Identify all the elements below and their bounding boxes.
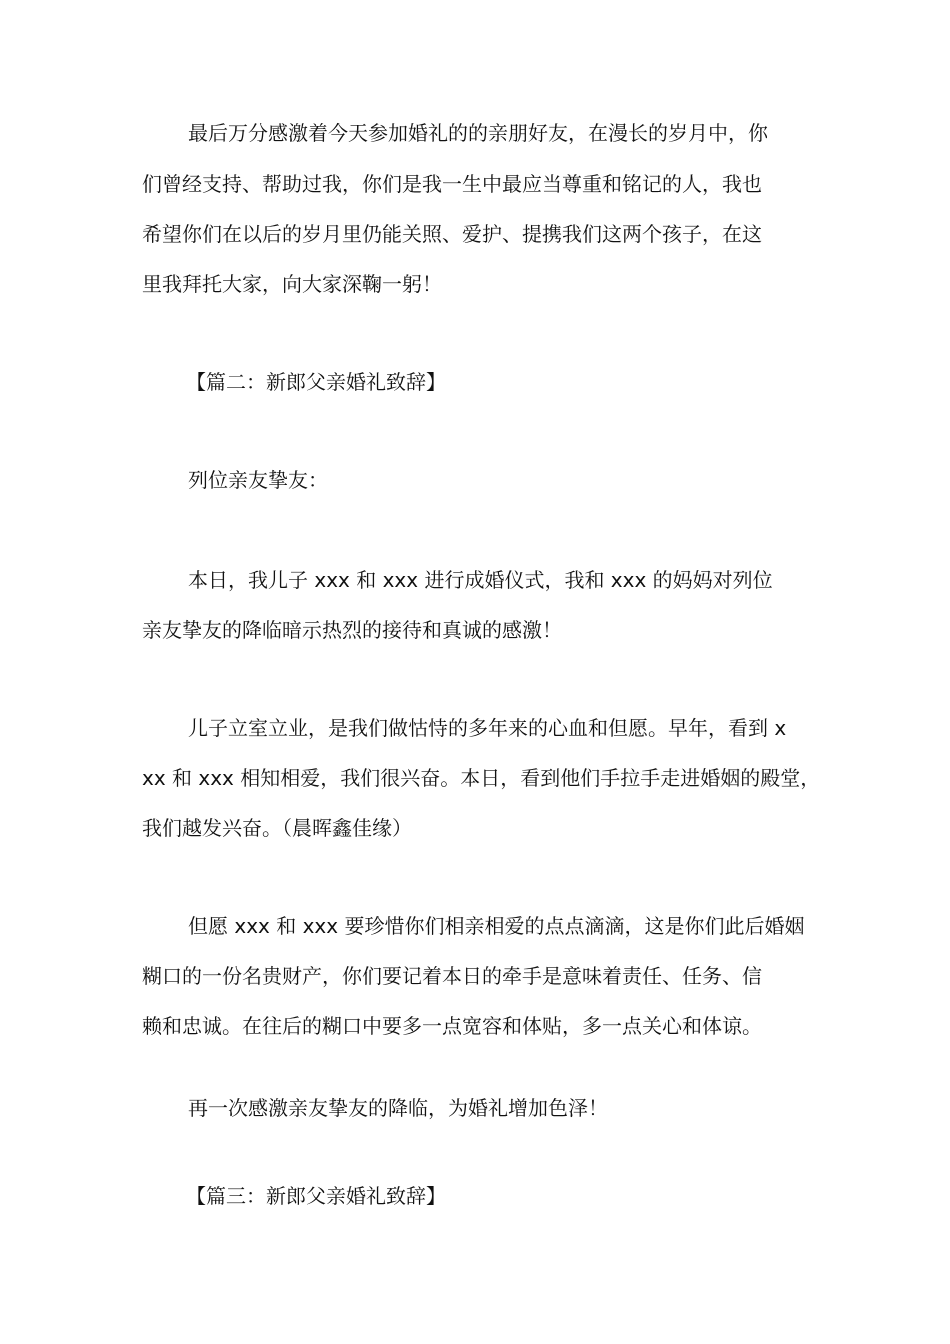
paragraph-3-line-3: 我们越发兴奋。（晨晖鑫佳缘） <box>142 816 412 840</box>
paragraph-2-line-1: 本日，我儿子 xxx 和 xxx 进行成婚仪式，我和 xxx 的妈妈对列位 <box>188 568 773 592</box>
paragraph-1-line-1: 最后万分感激着今天参加婚礼的的亲朋好友，在漫长的岁月中，你 <box>188 121 768 145</box>
section-heading-3: 【篇三：新郎父亲婚礼致辞】 <box>186 1184 446 1208</box>
paragraph-5: 再一次感激亲友挚友的降临，为婚礼增加色泽！ <box>188 1096 608 1120</box>
paragraph-3-line-1: 儿子立室立业，是我们做怙恃的多年来的心血和但愿。早年，看到 x <box>188 716 787 740</box>
section-heading-2: 【篇二：新郎父亲婚礼致辞】 <box>186 370 446 394</box>
paragraph-4-line-2: 糊口的一份名贵财产，你们要记着本日的牵手是意味着责任、任务、信 <box>142 964 762 988</box>
paragraph-1-line-2: 们曾经支持、帮助过我，你们是我一生中最应当尊重和铭记的人，我也 <box>142 172 762 196</box>
paragraph-4-line-1: 但愿 xxx 和 xxx 要珍惜你们相亲相爱的点点滴滴，这是你们此后婚姻 <box>188 914 805 938</box>
paragraph-1-line-4: 里我拜托大家，向大家深鞠一躬！ <box>142 272 442 296</box>
paragraph-4-line-3: 赖和忠诚。在往后的糊口中要多一点宽容和体贴，多一点关心和体谅。 <box>142 1014 762 1038</box>
paragraph-3-line-2: xx 和 xxx 相知相爱，我们很兴奋。本日，看到他们手拉手走进婚姻的殿堂， <box>142 766 821 790</box>
salutation: 列位亲友挚友： <box>188 468 328 492</box>
paragraph-2-line-2: 亲友挚友的降临暗示热烈的接待和真诚的感激！ <box>142 618 562 642</box>
paragraph-1-line-3: 希望你们在以后的岁月里仍能关照、爱护、提携我们这两个孩子，在这 <box>142 222 762 246</box>
